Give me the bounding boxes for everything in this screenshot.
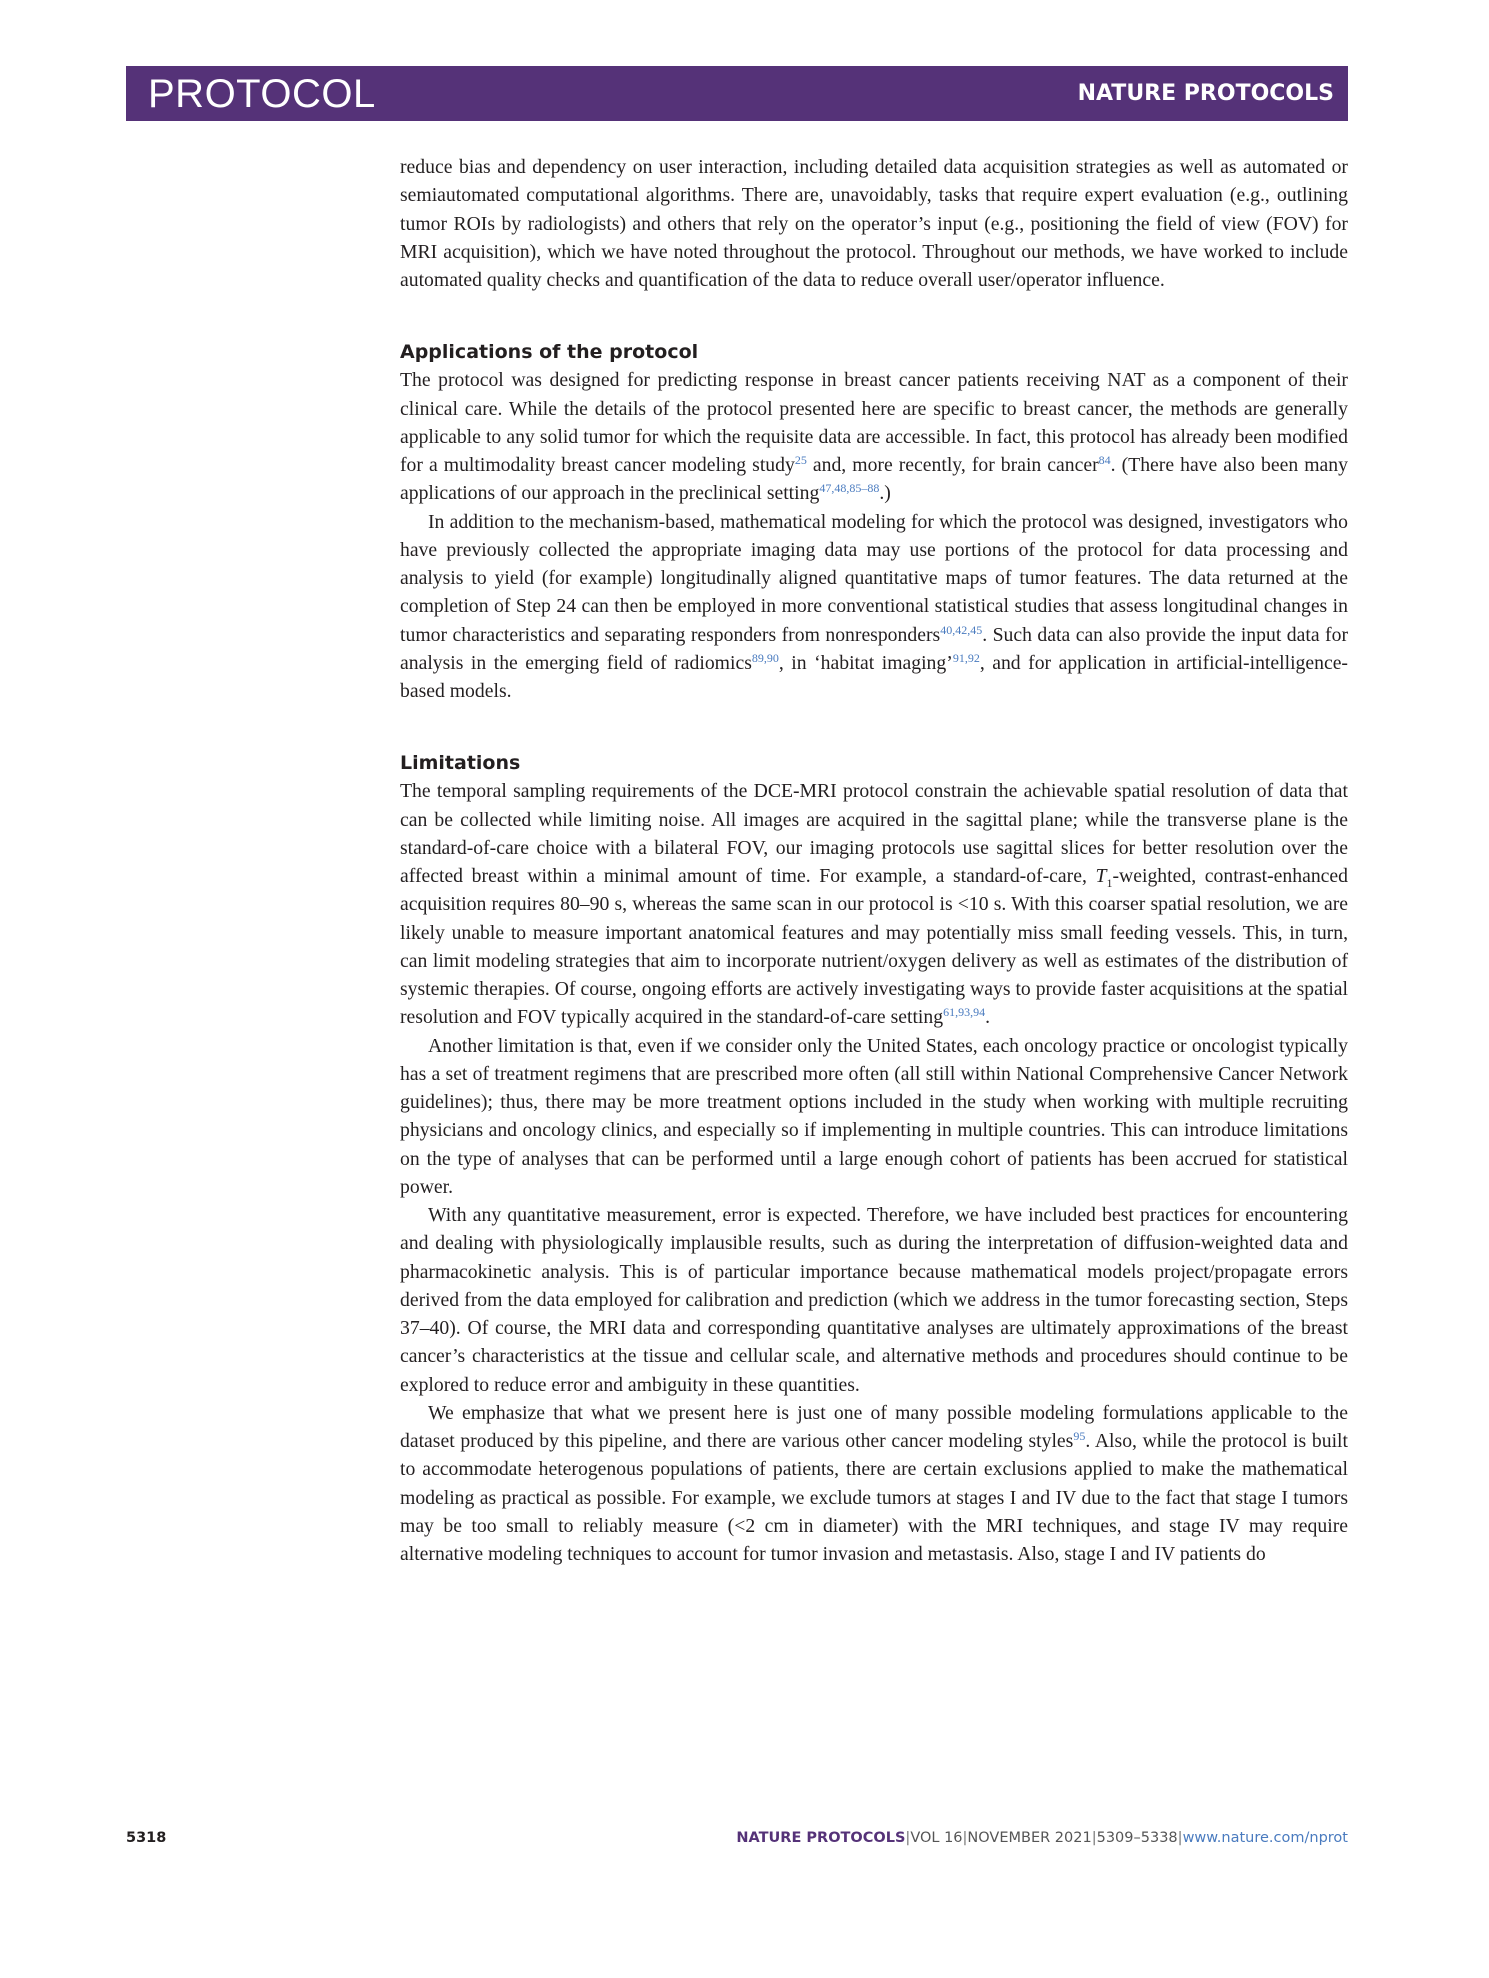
text-span: . Also, while the protocol is built to accommodate heterogenous populations of patients, there are certain exclusions applied to make the mathematical modeling as practical as possible. For example, we exclude tumors at stages I and IV due to the fact that stage I tumors may be too small to reliably measure (<2 cm in diameter) with the MRI techniques, and stage IV may require alternative modeling techniques to account for tumor invasion and metastasis. Also, stage I and IV patients do [400, 1430, 1348, 1565]
intro-paragraph: reduce bias and dependency on user interaction, including detailed data acquisition strategies as well as automated or semiautomated computational algorithms. There are, unavoidably, tasks that require expert evaluation (e.g., outlining tumor ROIs by radiologists) and others that rely on the operator’s input (e.g., positioning the field of view (FOV) for MRI acquisition), which we have noted throughout the protocol. Throughout our methods, we have worked to include automated quality checks and quantification of the data to reduce overall user/operator influence. [400, 156, 1348, 291]
footer-date: NOVEMBER 2021 [967, 1830, 1092, 1846]
text-span: -weighted, contrast-enhanced acquisition requires 80–90 s, whereas the same scan in our protocol is <10 s. With this coarser spatial resolution, we are likely unable to measure important anatomical features and may potentially miss small feeding vessels. This, in turn, can limit modeling strategies that aim to incorporate nutrient/oxygen delivery as well as estimates of the distribution of systemic therapies. Of course, ongoing efforts are actively investigating ways to provide faster acquisitions at the spatial resolution and FOV typically acquired in the standard-of-care setting [400, 865, 1348, 1029]
reference-link[interactable]: 84 [1098, 452, 1111, 467]
text-span: We emphasize that what we present here is just one of many possible modeling formulations applicable to the dataset produced by this pipeline, and there are various other cancer modeling styles [400, 1401, 1348, 1452]
text-span: The protocol was designed for predicting response in breast cancer patients receiving NAT as a component of their clinical care. While the details of the protocol presented here are specific to breast cancer, the methods are generally applicable to any solid tumor for which the requisite data are accessible. In fact, this protocol has already been modified for a multimodality breast cancer modeling study [400, 369, 1348, 476]
journal-citation [736, 1830, 1348, 1846]
t-subscript: 1 [1106, 875, 1113, 890]
reference-link[interactable]: 25 [794, 452, 807, 467]
text-span: .) [879, 482, 891, 505]
text-span: , and for application in artificial-intelligence-based models. [400, 651, 1348, 702]
text-span: The temporal sampling requirements of the DCE-MRI protocol constrain the achievable spatial resolution of data that can be collected while limiting noise. All images are acquired in the sagittal plane; while the transverse plane is the standard-of-care choice with a bilateral FOV, our imaging protocols use sagittal slices for better resolution over the affected breast within a minimal amount of time. For example, a standard-of-care, [400, 780, 1348, 887]
footer-journal-name: NATURE PROTOCOLS [736, 1830, 906, 1846]
reference-link[interactable]: 95 [1073, 1428, 1086, 1443]
text-span: . Such data can also provide the input data for analysis in the emerging field of radiomics [400, 623, 1349, 674]
reference-link[interactable]: 47,48,85–88 [819, 481, 880, 496]
page-number: 5318 [126, 1830, 167, 1846]
journal-label: NATURE PROTOCOLS [1077, 80, 1334, 106]
reference-link[interactable]: 91,92 [952, 650, 980, 665]
limitations-paragraph-4 [400, 1399, 1348, 1569]
footer-pages: 5309–5338 [1096, 1830, 1178, 1846]
applications-paragraph-2 [400, 508, 1348, 706]
reference-link[interactable]: 40,42,45 [940, 622, 983, 637]
section-label: PROTOCOL [148, 71, 376, 116]
limitations-paragraph-3: With any quantitative measurement, error is expected. Therefore, we have included best practices for encountering and dealing with physiologically implausible results, such as during the interpretation of diffusion-weighted data and pharmacokinetic analysis. This is of particular importance because mathematical models project/propagate errors derived from the data employed for calibration and prediction (which we address in the tumor forecasting section, Steps 37–40). Of course, the MRI data and corresponding quantitative analyses are ultimately approximations of the breast cancer’s characteristics at the tissue and cellular scale, and alternative methods and procedures should continue to be explored to reduce error and ambiguity in these quantities. [400, 1204, 1348, 1396]
journal-url-link[interactable]: www.nature.com/nprot [1182, 1830, 1348, 1846]
reference-link[interactable]: 89,90 [751, 650, 779, 665]
t-symbol: T [1095, 865, 1107, 887]
footer-volume: VOL 16 [910, 1830, 963, 1846]
text-span: . (There have also been many applications of our approach in the preclinical setting [400, 454, 1348, 505]
separator: | [1177, 1830, 1183, 1846]
limitations-heading: Limitations [400, 752, 521, 775]
reference-link[interactable]: 61,93,94 [943, 1005, 986, 1020]
separator: | [905, 1830, 911, 1846]
separator: | [962, 1830, 968, 1846]
header-banner [126, 66, 1348, 121]
text-span: , in ‘habitat imaging’ [778, 651, 953, 674]
article-body [400, 153, 1348, 1568]
text-span: and, more recently, for brain cancer [806, 454, 1099, 476]
text-span: In addition to the mechanism-based, mathematical modeling for which the protocol was designed, investigators who have previously collected the appropriate imaging data may use portions of the protocol for data processing and analysis to yield (for example) longitudinally aligned quantitative maps of tumor features. The data returned at the completion of Step 24 can then be employed in more conventional statistical studies that assess longitudinal changes in tumor characteristics and separating responders from nonresponders [400, 510, 1348, 646]
applications-heading: Applications of the protocol [400, 341, 699, 364]
page-footer [126, 1830, 1348, 1854]
separator: | [1091, 1830, 1097, 1846]
applications-paragraph-1 [400, 366, 1348, 507]
text-span: . [985, 1006, 990, 1029]
limitations-paragraph-2: Another limitation is that, even if we consider only the United States, each oncology practice or oncologist typically has a set of treatment regimens that are prescribed more often (all still within National Comprehensive Cancer Network guidelines); thus, there may be more treatment options included in the study when working with multiple recruiting physicians and oncology clinics, and especially so if implementing in multiple countries. This can introduce limitations on the type of analyses that can be performed until a large enough cohort of patients has been accrued for statistical power. [400, 1034, 1348, 1198]
limitations-paragraph-1 [400, 777, 1348, 1031]
